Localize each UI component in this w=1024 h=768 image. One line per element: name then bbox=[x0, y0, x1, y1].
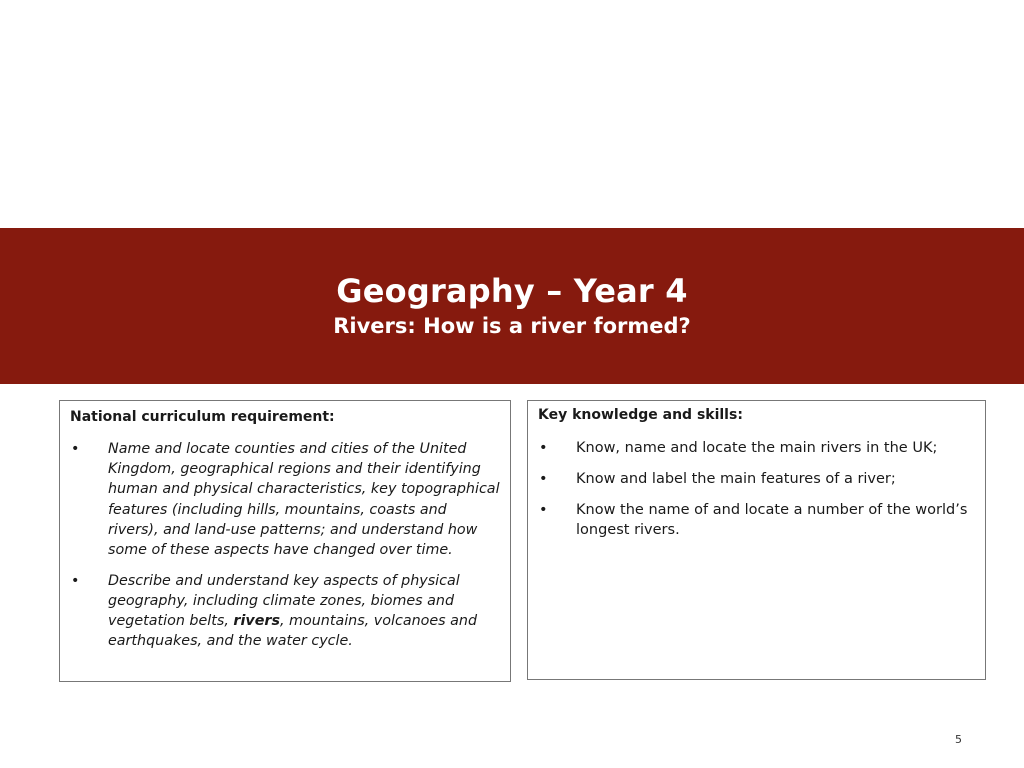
knowledge-heading: Key knowledge and skills: bbox=[538, 407, 743, 423]
list-item-text bbox=[108, 573, 477, 650]
list-item bbox=[60, 439, 510, 560]
bullet-icon: • bbox=[71, 441, 80, 457]
list-item-text: Know the name of and locate a number of the world’s longest rivers. bbox=[576, 502, 968, 539]
curriculum-list bbox=[60, 439, 510, 662]
curriculum-heading: National curriculum requirement: bbox=[70, 409, 335, 425]
bullet-icon: • bbox=[539, 440, 548, 456]
list-item-text-start: Describe and understand key aspects of physical geography, including climate zones, biomes and vegetation belts, bbox=[108, 572, 460, 630]
knowledge-list bbox=[528, 438, 985, 551]
page-subtitle: Rivers: How is a river formed? bbox=[333, 314, 691, 338]
list-item-text: Know, name and locate the main rivers in the UK; bbox=[576, 440, 938, 456]
emphasis-text: rivers bbox=[233, 613, 280, 630]
list-item bbox=[528, 500, 985, 540]
bullet-icon: • bbox=[539, 502, 548, 518]
list-item-text: Name and locate counties and cities of the United Kingdom, geographical regions and their identifying human and physical characteristics, key topographical features (including hills, mountains, coasts and rivers), and land-use patterns; and understand how some of these aspects have changed over time. bbox=[108, 441, 500, 559]
key-knowledge-box bbox=[527, 400, 986, 680]
page-number: 5 bbox=[955, 733, 962, 746]
list-item-text-end: , mountains, volcanoes and earthquakes, and the water cycle. bbox=[108, 613, 478, 650]
bullet-icon: • bbox=[71, 572, 80, 589]
curriculum-requirement-box bbox=[59, 400, 511, 682]
list-item-text: Know and label the main features of a river; bbox=[576, 471, 896, 487]
bullet-icon: • bbox=[539, 471, 548, 487]
list-item bbox=[528, 438, 985, 458]
list-item bbox=[528, 469, 985, 489]
list-item bbox=[60, 571, 510, 652]
page-title: Geography – Year 4 bbox=[336, 272, 688, 310]
